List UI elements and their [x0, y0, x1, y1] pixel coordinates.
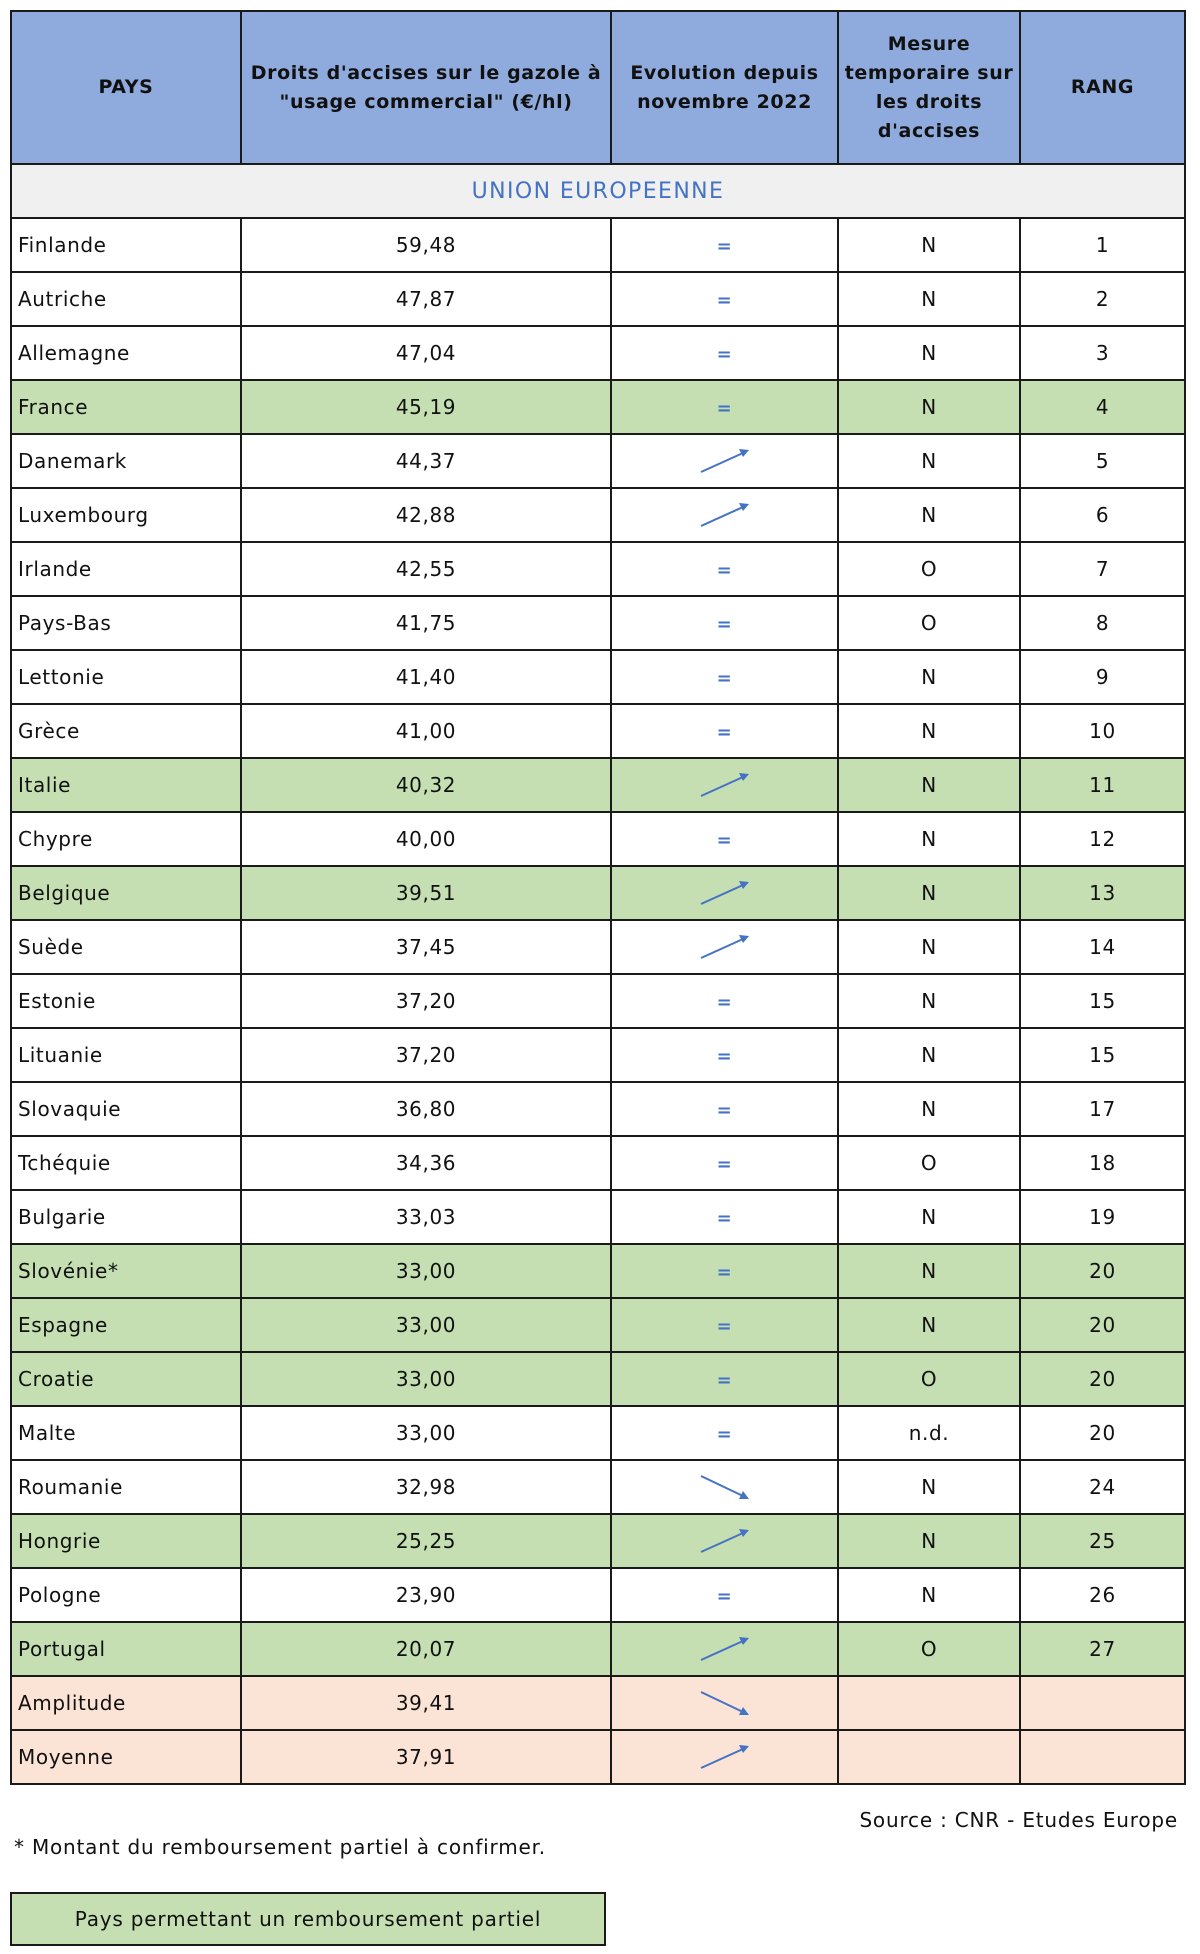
country-cell: Finlande — [11, 218, 241, 272]
rang-cell — [1020, 1676, 1185, 1730]
droits-cell: 23,90 — [241, 1568, 611, 1622]
country-cell: Grèce — [11, 704, 241, 758]
droits-cell: 33,00 — [241, 1352, 611, 1406]
rang-cell: 10 — [1020, 704, 1185, 758]
droits-cell: 33,00 — [241, 1244, 611, 1298]
arrow-up-right-icon — [695, 1632, 755, 1666]
table-row — [11, 1082, 1185, 1136]
arrow-down-right-icon — [695, 1686, 755, 1720]
rang-cell: 9 — [1020, 650, 1185, 704]
rang-cell: 1 — [1020, 218, 1185, 272]
table-row — [11, 1676, 1185, 1730]
evolution-cell — [611, 1244, 838, 1298]
droits-cell: 41,75 — [241, 596, 611, 650]
equal-sign-icon: = — [716, 560, 733, 581]
mesure-cell — [838, 1676, 1020, 1730]
rang-cell: 7 — [1020, 542, 1185, 596]
mesure-cell: O — [838, 1622, 1020, 1676]
mesure-cell: N — [838, 812, 1020, 866]
table-row — [11, 488, 1185, 542]
table-row — [11, 1028, 1185, 1082]
evolution-cell — [611, 1622, 838, 1676]
table-row — [11, 974, 1185, 1028]
country-cell: Lettonie — [11, 650, 241, 704]
equal-sign-icon: = — [716, 1316, 733, 1337]
droits-cell: 39,41 — [241, 1676, 611, 1730]
mesure-cell: N — [838, 488, 1020, 542]
rang-cell: 19 — [1020, 1190, 1185, 1244]
table-row — [11, 326, 1185, 380]
equal-sign-icon: = — [716, 236, 733, 257]
equal-sign-icon: = — [716, 1046, 733, 1067]
mesure-cell: N — [838, 866, 1020, 920]
droits-cell: 37,91 — [241, 1730, 611, 1784]
table-row — [11, 1460, 1185, 1514]
country-cell: Italie — [11, 758, 241, 812]
country-cell: Danemark — [11, 434, 241, 488]
mesure-cell: N — [838, 974, 1020, 1028]
droits-cell: 47,87 — [241, 272, 611, 326]
mesure-cell — [838, 1730, 1020, 1784]
rang-cell: 5 — [1020, 434, 1185, 488]
rang-cell: 15 — [1020, 974, 1185, 1028]
mesure-cell: N — [838, 218, 1020, 272]
droits-cell: 41,00 — [241, 704, 611, 758]
table-row — [11, 1730, 1185, 1784]
equal-sign-icon: = — [716, 992, 733, 1013]
equal-sign-icon: = — [716, 1586, 733, 1607]
equal-sign-icon: = — [716, 1208, 733, 1229]
table-row — [11, 380, 1185, 434]
mesure-cell: N — [838, 1568, 1020, 1622]
country-cell: Tchéquie — [11, 1136, 241, 1190]
evolution-cell — [611, 1568, 838, 1622]
mesure-cell: O — [838, 542, 1020, 596]
rang-cell: 13 — [1020, 866, 1185, 920]
rang-cell: 20 — [1020, 1298, 1185, 1352]
mesure-cell: N — [838, 380, 1020, 434]
table-row — [11, 920, 1185, 974]
evolution-cell — [611, 866, 838, 920]
country-cell: Allemagne — [11, 326, 241, 380]
table-row — [11, 1244, 1185, 1298]
rang-cell: 14 — [1020, 920, 1185, 974]
evolution-cell — [611, 218, 838, 272]
table-body — [11, 164, 1185, 1784]
droits-cell: 33,00 — [241, 1298, 611, 1352]
droits-cell: 33,03 — [241, 1190, 611, 1244]
droits-cell: 37,45 — [241, 920, 611, 974]
rang-cell: 20 — [1020, 1406, 1185, 1460]
droits-cell: 42,55 — [241, 542, 611, 596]
equal-sign-icon: = — [716, 1262, 733, 1283]
evolution-cell — [611, 1676, 838, 1730]
droits-cell: 59,48 — [241, 218, 611, 272]
evolution-cell — [611, 488, 838, 542]
droits-cell: 32,98 — [241, 1460, 611, 1514]
evolution-cell — [611, 758, 838, 812]
mesure-cell: N — [838, 1028, 1020, 1082]
evolution-cell — [611, 542, 838, 596]
evolution-cell — [611, 974, 838, 1028]
mesure-cell: N — [838, 1460, 1020, 1514]
evolution-cell — [611, 596, 838, 650]
country-cell: Chypre — [11, 812, 241, 866]
equal-sign-icon: = — [716, 830, 733, 851]
droits-cell: 37,20 — [241, 1028, 611, 1082]
equal-sign-icon: = — [716, 668, 733, 689]
arrow-up-right-icon — [695, 498, 755, 532]
table-row — [11, 434, 1185, 488]
table-row — [11, 272, 1185, 326]
rang-cell: 2 — [1020, 272, 1185, 326]
source-note: Source : CNR - Etudes Europe — [859, 1808, 1178, 1832]
table-row — [11, 1136, 1185, 1190]
table-row — [11, 1298, 1185, 1352]
header-row — [11, 11, 1185, 164]
country-cell: Slovaquie — [11, 1082, 241, 1136]
droits-cell: 20,07 — [241, 1622, 611, 1676]
mesure-cell: N — [838, 326, 1020, 380]
country-cell: Amplitude — [11, 1676, 241, 1730]
arrow-up-right-icon — [695, 1740, 755, 1774]
evolution-cell — [611, 1730, 838, 1784]
droits-cell: 44,37 — [241, 434, 611, 488]
droits-cell: 36,80 — [241, 1082, 611, 1136]
arrow-down-right-icon — [695, 1470, 755, 1504]
country-cell: Luxembourg — [11, 488, 241, 542]
country-cell: Pologne — [11, 1568, 241, 1622]
rang-cell: 6 — [1020, 488, 1185, 542]
equal-sign-icon: = — [716, 1154, 733, 1175]
country-cell: Croatie — [11, 1352, 241, 1406]
country-cell: Irlande — [11, 542, 241, 596]
table-row — [11, 758, 1185, 812]
mesure-cell: N — [838, 650, 1020, 704]
mesure-cell: N — [838, 1244, 1020, 1298]
country-cell: Hongrie — [11, 1514, 241, 1568]
evolution-cell — [611, 272, 838, 326]
evolution-cell — [611, 380, 838, 434]
mesure-cell: O — [838, 1136, 1020, 1190]
rang-cell: 25 — [1020, 1514, 1185, 1568]
country-cell: Slovénie* — [11, 1244, 241, 1298]
table-row — [11, 1568, 1185, 1622]
table-row — [11, 1406, 1185, 1460]
droits-cell: 47,04 — [241, 326, 611, 380]
mesure-cell: N — [838, 920, 1020, 974]
country-cell: Malte — [11, 1406, 241, 1460]
rang-cell: 27 — [1020, 1622, 1185, 1676]
mesure-cell: O — [838, 596, 1020, 650]
droits-cell: 42,88 — [241, 488, 611, 542]
rang-cell: 3 — [1020, 326, 1185, 380]
evolution-cell — [611, 704, 838, 758]
mesure-cell: N — [838, 758, 1020, 812]
mesure-cell: N — [838, 434, 1020, 488]
evolution-cell — [611, 1406, 838, 1460]
evolution-cell — [611, 812, 838, 866]
country-cell: Espagne — [11, 1298, 241, 1352]
table-row — [11, 1622, 1185, 1676]
rang-cell: 18 — [1020, 1136, 1185, 1190]
mesure-cell: N — [838, 704, 1020, 758]
country-cell: Pays-Bas — [11, 596, 241, 650]
rang-cell: 26 — [1020, 1568, 1185, 1622]
equal-sign-icon: = — [716, 614, 733, 635]
mesure-cell: N — [838, 1082, 1020, 1136]
evolution-cell — [611, 1136, 838, 1190]
droits-cell: 45,19 — [241, 380, 611, 434]
excise-table — [10, 10, 1186, 1785]
rang-cell: 20 — [1020, 1352, 1185, 1406]
droits-cell: 34,36 — [241, 1136, 611, 1190]
rang-cell: 15 — [1020, 1028, 1185, 1082]
mesure-cell: n.d. — [838, 1406, 1020, 1460]
evolution-cell — [611, 1352, 838, 1406]
country-cell: Belgique — [11, 866, 241, 920]
country-cell: Portugal — [11, 1622, 241, 1676]
rang-cell — [1020, 1730, 1185, 1784]
table-row — [11, 866, 1185, 920]
droits-cell: 40,00 — [241, 812, 611, 866]
rang-cell: 12 — [1020, 812, 1185, 866]
legend-box: Pays permettant un remboursement partiel — [10, 1892, 606, 1946]
equal-sign-icon: = — [716, 398, 733, 419]
header-mesure: Mesure temporaire sur les droits d'accises — [838, 11, 1020, 164]
header-droits: Droits d'accises sur le gazole à "usage commercial" (€/hl) — [241, 11, 611, 164]
rang-cell: 20 — [1020, 1244, 1185, 1298]
evolution-cell — [611, 326, 838, 380]
table-row — [11, 542, 1185, 596]
country-cell: Roumanie — [11, 1460, 241, 1514]
droits-cell: 41,40 — [241, 650, 611, 704]
table-row — [11, 218, 1185, 272]
droits-cell: 25,25 — [241, 1514, 611, 1568]
equal-sign-icon: = — [716, 1424, 733, 1445]
equal-sign-icon: = — [716, 1370, 733, 1391]
equal-sign-icon: = — [716, 344, 733, 365]
table-row — [11, 1514, 1185, 1568]
country-cell: Estonie — [11, 974, 241, 1028]
rang-cell: 24 — [1020, 1460, 1185, 1514]
rang-cell: 17 — [1020, 1082, 1185, 1136]
header-evolution: Evolution depuis novembre 2022 — [611, 11, 838, 164]
arrow-up-right-icon — [695, 876, 755, 910]
mesure-cell: N — [838, 1514, 1020, 1568]
droits-cell: 33,00 — [241, 1406, 611, 1460]
mesure-cell: N — [838, 272, 1020, 326]
arrow-up-right-icon — [695, 768, 755, 802]
evolution-cell — [611, 1028, 838, 1082]
arrow-up-right-icon — [695, 1524, 755, 1558]
evolution-cell — [611, 434, 838, 488]
arrow-up-right-icon — [695, 444, 755, 478]
section-row — [11, 164, 1185, 218]
evolution-cell — [611, 1082, 838, 1136]
header-rang: RANG — [1020, 11, 1185, 164]
mesure-cell: N — [838, 1298, 1020, 1352]
rang-cell: 11 — [1020, 758, 1185, 812]
equal-sign-icon: = — [716, 290, 733, 311]
table-row — [11, 1190, 1185, 1244]
table-row — [11, 650, 1185, 704]
country-cell: Suède — [11, 920, 241, 974]
droits-cell: 39,51 — [241, 866, 611, 920]
evolution-cell — [611, 1190, 838, 1244]
footnote: * Montant du remboursement partiel à confirmer. — [14, 1835, 546, 1859]
evolution-cell — [611, 920, 838, 974]
evolution-cell — [611, 1460, 838, 1514]
evolution-cell — [611, 1298, 838, 1352]
country-cell: Autriche — [11, 272, 241, 326]
table-row — [11, 704, 1185, 758]
header-pays: PAYS — [11, 11, 241, 164]
rang-cell: 4 — [1020, 380, 1185, 434]
evolution-cell — [611, 1514, 838, 1568]
table-row — [11, 1352, 1185, 1406]
equal-sign-icon: = — [716, 1100, 733, 1121]
equal-sign-icon: = — [716, 722, 733, 743]
table-row — [11, 596, 1185, 650]
mesure-cell: N — [838, 1190, 1020, 1244]
table-row — [11, 812, 1185, 866]
droits-cell: 40,32 — [241, 758, 611, 812]
country-cell: France — [11, 380, 241, 434]
section-title: UNION EUROPEENNE — [11, 164, 1185, 218]
country-cell: Moyenne — [11, 1730, 241, 1784]
arrow-up-right-icon — [695, 930, 755, 964]
evolution-cell — [611, 650, 838, 704]
country-cell: Lituanie — [11, 1028, 241, 1082]
rang-cell: 8 — [1020, 596, 1185, 650]
mesure-cell: O — [838, 1352, 1020, 1406]
droits-cell: 37,20 — [241, 974, 611, 1028]
country-cell: Bulgarie — [11, 1190, 241, 1244]
